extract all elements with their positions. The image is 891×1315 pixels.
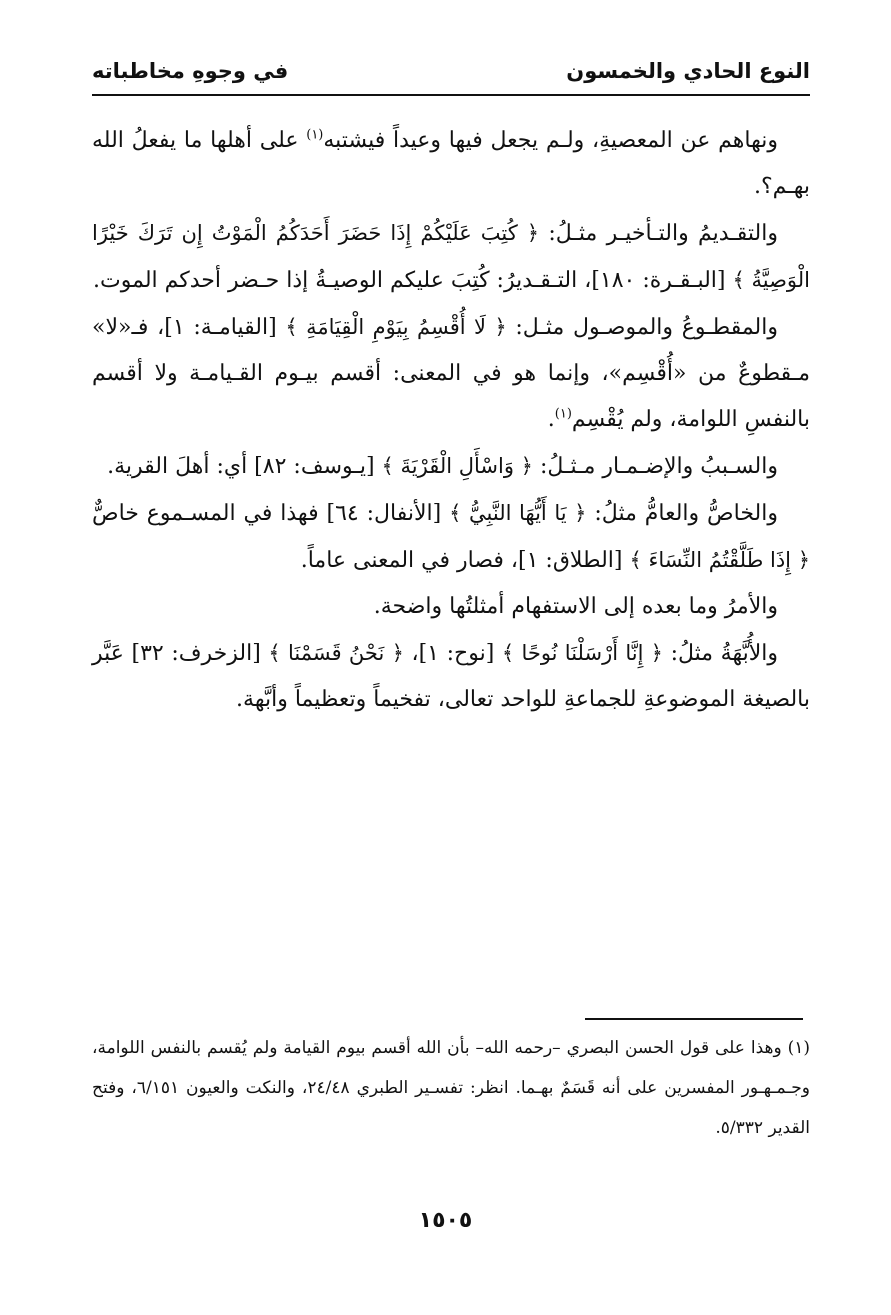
- paragraph-4: والسـببُ والإضـمـار مـثـلُ: ﴿ وَاسْأَلِ الْقَرْيَةَ ﴾ [يـوسف: ٨٢] أي: أهلَ القرية.: [107, 454, 778, 479]
- main-text: [92, 118, 810, 723]
- quran-verse: ﴿ إِنَّا أَرْسَلْنَا نُوحًا ﴾: [501, 641, 663, 665]
- paragraph-1: ونهاهم عن المعصيةِ، ولـم يجعل فيها وعيداً فيشتبه$^{(١)}$ على أهلها ما يفعلُ الله بهـم؟.: [92, 127, 810, 199]
- quran-verse: ﴿ لَا أُقْسِمُ بِيَوْمِ الْقِيَامَةِ ﴾: [285, 315, 507, 339]
- footnote-marker[interactable]: (١): [306, 127, 324, 143]
- paragraph-5: والخاصُّ والعامُّ مثلُ: ﴿ يَا أَيُّهَا النَّبِيُّ ﴾ [الأنفال: ٦٤] فهذا في المسـموع خاصٌّ ﴿ إِذَا طَلَّقْتُمُ النِّسَاءَ ﴾ [الطلاق: ١]، فصار في المعنى عاماً.: [92, 501, 810, 573]
- footnote-1: (١) وهذا على قول الحسن البصري –رحمه الله– بأن الله أقسم بيوم القيامة ولم يُقسم بالنفس اللوامة، وجـمـهـور المفسرين على أنه قَسَمٌ بهـما. انظر: تفسـير الطبري ٢٤/٤٨، والنكت والعيون ٦/١٥١، وفتح القدير ٥/٣٣٢.: [92, 1038, 810, 1138]
- quran-verse: ﴿ إِذَا طَلَّقْتُمُ النِّسَاءَ ﴾: [629, 548, 810, 572]
- footnotes: [92, 1028, 810, 1148]
- quran-verse: ﴿ نَحْنُ قَسَمْنَا ﴾: [268, 641, 404, 665]
- footnote-marker[interactable]: (١): [554, 406, 572, 422]
- paragraph-2: والتقـديمُ والتـأخيـر مثـلُ: ﴿ كُتِبَ عَلَيْكُمْ إِذَا حَضَرَ أَحَدَكُمُ الْمَوْتُ إِن تَرَكَ خَيْرًا الْوَصِيَّةُ ﴾ [البـقـرة: ١٨٠]، التـقـديرُ: كُتِبَ عليكم الوصيـةُ إذا حـضر أحدكم الموت.: [92, 221, 810, 293]
- paragraph-6: والأمرُ وما بعده إلى الاستفهام أمثلتُها واضحة.: [373, 594, 778, 619]
- section-title: في وجوهِ مخاطباته: [92, 59, 289, 83]
- paragraph-7: والأُبَّهَةُ مثلُ: ﴿ إِنَّا أَرْسَلْنَا نُوحًا ﴾ [نوح: ١]، ﴿ نَحْنُ قَسَمْنَا ﴾ [الزخرف: ٣٢] عَبَّر بالصيغة الموضوعةِ للجماعةِ للواحد تعالى، تفخيماً وتعظيماً وأبَّهة.: [92, 641, 810, 712]
- footnote-divider: [585, 1018, 803, 1020]
- quran-verse: ﴿ يَا أَيُّهَا النَّبِيُّ ﴾: [449, 501, 587, 525]
- page-number: ١٥٠٥: [418, 1208, 473, 1233]
- quran-verse: ﴿ كُتِبَ عَلَيْكُمْ إِذَا حَضَرَ أَحَدَكُمُ الْمَوْتُ إِن تَرَكَ خَيْرًا الْوَصِيَّةُ ﴾: [92, 221, 810, 292]
- quran-verse: ﴿ وَاسْأَلِ الْقَرْيَةَ ﴾: [381, 454, 533, 478]
- chapter-title: النوع الحادي والخمسون: [566, 59, 810, 83]
- paragraph-3: والمقطـوعُ والموصـول مثـل: ﴿ لَا أُقْسِمُ بِيَوْمِ الْقِيَامَةِ ﴾ [القيامـة: ١]، فـ«لا» مـقطوعٌ من «أُقْسِم»، وإنما هو في المعنى: أقسم بيـوم القـيامـة ولا أقسم بالنفسِ اللوامة، ولم يُقْسِم$^{(١)}$.: [92, 315, 810, 432]
- running-header: [92, 48, 810, 96]
